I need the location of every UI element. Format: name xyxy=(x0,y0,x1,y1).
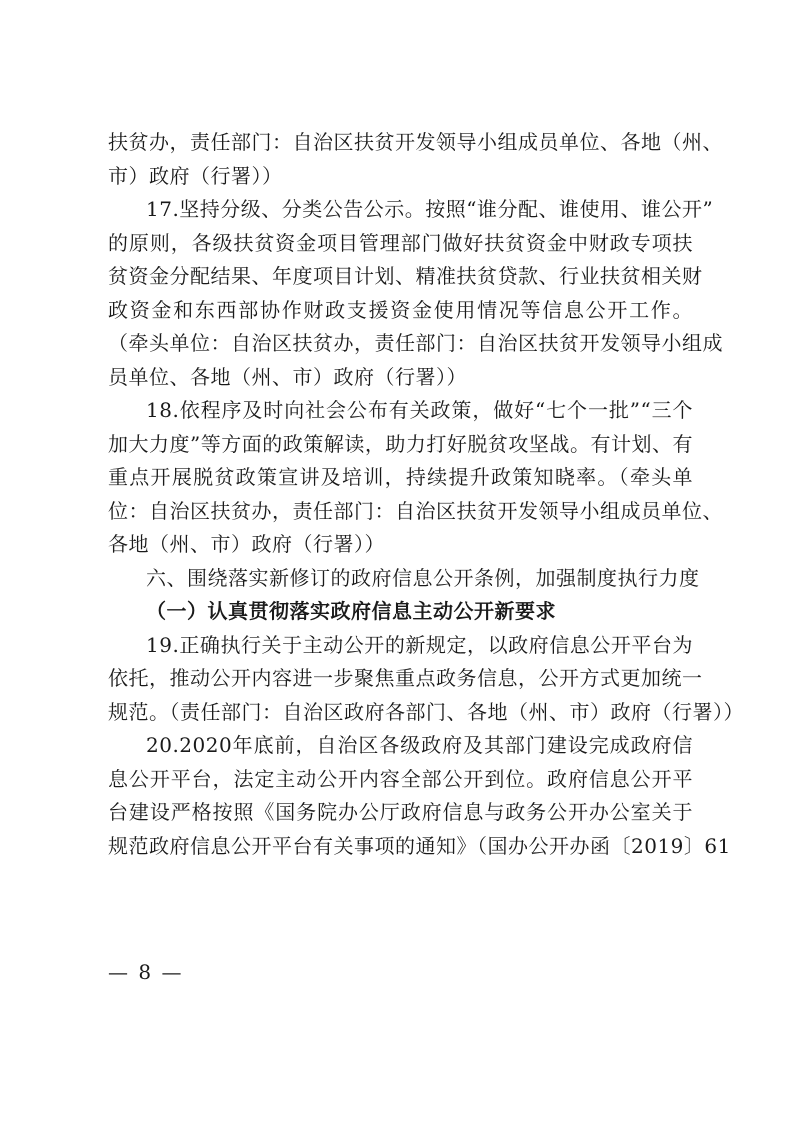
text-line: 20.2020年底前，自治区各级政府及其部门建设完成政府信 xyxy=(146,733,693,757)
section-heading: 六、围绕落实新修订的政府信息公开条例，加强制度执行力度 xyxy=(146,565,700,590)
text-line: 政资金和东西部协作财政支援资金使用情况等信息公开工作。 xyxy=(108,297,693,322)
text-line: 17.坚持分级、分类公告公示。按照“谁分配、谁使用、谁公开” xyxy=(146,197,714,221)
text-line: 贫资金分配结果、年度项目计划、精准扶贫贷款、行业扶贫相关财 xyxy=(108,264,703,288)
text-line: 员单位、各地（州、市）政府（行署）） xyxy=(108,364,467,389)
page-number: — 8 — xyxy=(108,960,184,984)
text-line: （牵头单位：自治区扶贫办，责任部门：自治区扶贫开发领导小组成 xyxy=(108,331,723,355)
subsection-heading: （一）认真贯彻落实政府信息主动公开新要求 xyxy=(146,599,556,623)
text-line: 19.正确执行关于主动公开的新规定，以政府信息公开平台为 xyxy=(146,632,693,657)
text-line: 规范政府信息公开平台有关事项的通知》（国办公开办函〔2019〕61 xyxy=(108,833,731,858)
text-line: 市）政府（行署）） xyxy=(108,163,283,188)
text-line: 息公开平台，法定主动公开内容全部公开到位。政府信息公开平 xyxy=(108,766,693,791)
text-line: 的原则，各级扶贫资金项目管理部门做好扶贫资金中财政专项扶 xyxy=(108,230,693,255)
document-body xyxy=(108,126,744,863)
text-line: 规范。（责任部门：自治区政府各部门、各地（州、市）政府（行署）） xyxy=(108,699,744,724)
text-line: 重点开展脱贫政策宣讲及培训，持续提升政策知晓率。（牵头单 xyxy=(108,465,693,489)
text-line: 各地（州、市）政府（行署）） xyxy=(108,532,385,556)
text-line: 台建设严格按照《国务院办公厅政府信息与政务公开办公室关于 xyxy=(108,800,693,824)
text-line: 位：自治区扶贫办，责任部门：自治区扶贫开发领导小组成员单位、 xyxy=(108,498,723,523)
text-line: 扶贫办，责任部门：自治区扶贫开发领导小组成员单位、各地（州、 xyxy=(108,130,723,154)
text-line: 18.依程序及时向社会公布有关政策，做好“七个一批”“三个 xyxy=(146,398,693,422)
text-line: 依托，推动公开内容进一步聚焦重点政务信息，公开方式更加统一 xyxy=(108,666,703,690)
text-line: 加大力度”等方面的政策解读，助力打好脱贫攻坚战。有计划、有 xyxy=(108,431,693,456)
